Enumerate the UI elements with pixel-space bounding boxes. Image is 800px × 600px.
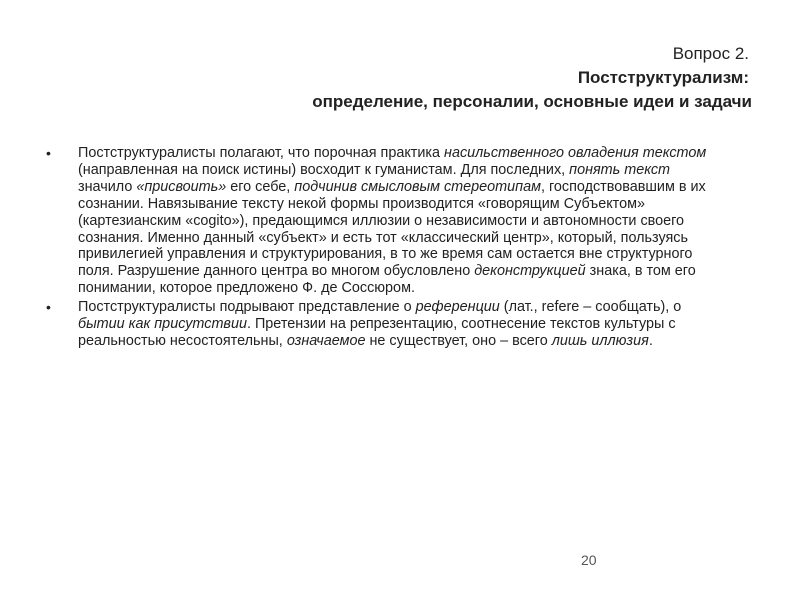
body-text: , господствовавшим в их сознании. Навязывание тексту некой формы производится «говорящим Субъектом» (картезианским «cogito»), предающимся иллюзии о независимости и автономности своего сознания. Именно данный «субъект» и есть тот «классический центр», который, пользуясь привилегией управления и структурирования, в то же время сам остается вне структурного поля. Разрушение данного центра во многом обусловлено [78,178,706,280]
question-number: Вопрос 2. [672,44,749,63]
body-text: Постструктуралисты полагают, что порочная практика [78,145,445,161]
emphasis-text: бытии как присутствии [78,316,247,333]
emphasis-text: понять текст [569,161,671,178]
body-text: . [648,332,653,349]
body-text: значило [78,178,137,195]
emphasis-text: референции [415,299,500,316]
bullet-item [46,299,726,350]
slide-subtitle: определение, персоналии, основные идеи и задачи [312,92,752,111]
title-block [312,42,752,114]
bullet-dot-icon: • [46,145,51,161]
body-text: не существует, оно – всего [365,332,552,349]
body-text: знака, в том его понимании, которое предложено Ф. де Соссюром. [78,263,696,297]
body-text: Постструктуралисты подрывают представление о [78,299,416,316]
bullet-list [46,145,726,352]
emphasis-text: насильственного овладения текстом [444,145,707,161]
body-text: (лат., refere – сообщать), о [499,299,682,316]
emphasis-text: означаемое [286,332,366,349]
bullet-item [46,145,726,297]
emphasis-text: лишь иллюзия [551,332,649,349]
body-text: его себе, [226,178,295,195]
body-text: . Претензии на репрезентацию, соотнесение текстов культуры с реальностью несостоятельны, [78,316,676,349]
bullet-dot-icon: • [46,299,51,316]
emphasis-text: деконструкцией [474,263,586,280]
page-number: 20 [581,552,597,568]
emphasis-text: «присвоить» [136,178,227,195]
slide-title: Постструктурализм: [577,68,749,87]
emphasis-text: подчинив смысловым стереотипам [294,178,541,195]
body-text: (направленная на поиск истины) восходит к гуманистам. Для последних, [78,161,570,178]
